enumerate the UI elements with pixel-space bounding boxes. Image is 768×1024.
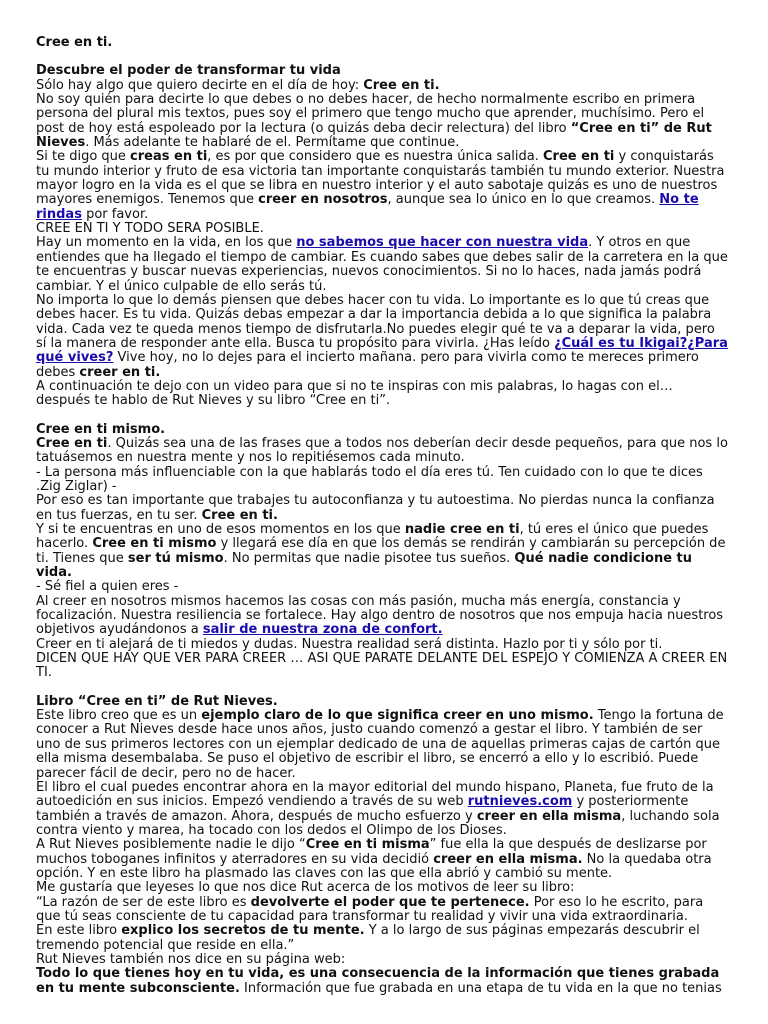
paragraph xyxy=(36,93,728,150)
text: No importa lo que lo demás piensen que debes hacer con tu vida. Lo importante es lo que tú creas que debes hacer. Es tu vida. Quizás debas empezar a dar la importancia debida a lo que significa la palabra vida. Cada vez te queda menos tiempo de disfrutarla.No puedes elegir qué te va a deparar la vida, pero sí la manera de responder ante ella. Busca tu propósito para vivirla. ¿Has leído xyxy=(36,292,715,351)
text: . Quizás sea una de las frases que a todos nos deberían decir desde pequeños, para que nos lo tatuásemos en nuestra mente y nos lo repitiésemos cada minuto. xyxy=(36,435,728,466)
bold-text: ser tú mismo xyxy=(127,550,224,566)
paragraph xyxy=(36,896,728,925)
bold-text: devolverte el poder que te pertenece. xyxy=(250,894,530,910)
link-no-te-rindas[interactable]: No te rindas xyxy=(36,192,699,222)
paragraph xyxy=(36,294,728,380)
paragraph xyxy=(36,709,728,781)
link-zona-de-confort[interactable]: salir de nuestra zona de confort. xyxy=(202,622,443,638)
bold-text: Cree en ti xyxy=(543,149,615,165)
bold-text: Qué nadie condicione tu vida. xyxy=(36,550,693,581)
link-ikigai[interactable]: ¿Cuál es tu Ikigai?¿Para qué vives? xyxy=(36,335,728,366)
paragraph xyxy=(36,236,728,293)
bold-text: Cree en ti. xyxy=(363,77,440,93)
text: Por eso es tan importante que trabajes tu autoconfianza y tu autoestima. No pierdas nunca la confianza en tus fuerzas, en tu ser. xyxy=(36,493,715,523)
bold-text: explico los secretos de tu mente. xyxy=(121,923,365,939)
text: . No permitas que nadie pisotee tus sueños. xyxy=(223,550,515,566)
text: , es por que considero que es nuestra única salida. xyxy=(207,149,543,165)
bold-text: creer en nosotros xyxy=(258,192,388,208)
link-no-sabemos[interactable]: no sabemos que hacer con nuestra vida xyxy=(296,235,589,251)
document-title: Cree en ti. xyxy=(36,35,113,50)
spacer xyxy=(36,681,728,695)
text: y llegará ese día en que los demás se rendirán y cambiarán su percepción de ti. Tienes que xyxy=(36,536,726,566)
bold-text: Cree en ti mismo xyxy=(92,536,217,552)
bold-text: creer en ella misma. xyxy=(433,851,583,867)
spacer xyxy=(36,50,728,64)
text: , aunque sea lo único en lo que creamos. xyxy=(387,192,660,208)
bold-text: ejemplo claro de lo que significa creer en uno mismo. xyxy=(201,708,594,724)
paragraph xyxy=(36,924,728,953)
spacer xyxy=(36,409,728,423)
paragraph xyxy=(36,595,728,638)
bold-text: creer en ti. xyxy=(79,364,161,380)
text: por favor. xyxy=(81,206,149,222)
paragraph xyxy=(36,437,728,466)
paragraph xyxy=(36,967,728,996)
paragraph xyxy=(36,79,728,93)
bold-text: Cree en ti misma xyxy=(305,837,430,853)
text: Hay un momento en la vida, en los que xyxy=(36,235,297,251)
text: y posteriormente también a través de amazon. Ahora, después de mucho esfuerzo y xyxy=(36,794,689,824)
text: A Rut Nieves posiblemente nadie le dijo “ xyxy=(36,837,306,853)
text: No la quedaba otra opción. Y en este libro ha plasmado las claves con las que ella abrió y cambió su mente. xyxy=(36,851,712,881)
paragraph: Me gustaría que leyeses lo que nos dice Rut acerca de los motivos de leer su libro: xyxy=(36,880,575,896)
section-heading-libro: Libro “Cree en ti” de Rut Nieves. xyxy=(36,693,278,709)
text: Este libro creo que es un xyxy=(36,708,202,724)
text: ” fue ella la que después de deslizarse por muchos toboganes infinitos y aterradores en su vida decidió xyxy=(36,837,707,867)
text: Tengo la fortuna de conocer a Rut Nieves desde hace unos años, justo cuando comenzó a gestar el libro. Y también de ser uno de sus primeros lectores con un ejemplar dedicado de una de aquellas primeras cajas de cartón que ella misma desembalaba. Se puso el objetivo de escribir el libro, se encerró a ello y lo escribió. Puede parecer fácil de decir, pero no de hacer. xyxy=(36,708,724,781)
link-rutnieves[interactable]: rutnieves.com xyxy=(467,794,573,810)
section-heading-descubre: Descubre el poder de transformar tu vida xyxy=(36,63,341,79)
text: , luchando sola contra viento y marea, ha tocado con los dedos el Olimpo de los Dioses. xyxy=(36,808,720,838)
text: Al creer en nosotros mismos hacemos las cosas con más pasión, mucha más energía, constancia y focalización. Nuestra resiliencia se fortalece. Hay algo dentro de nosotros que nos empuja hacia nuestros objetivos ayudándonos a xyxy=(36,593,724,638)
paragraph xyxy=(36,523,728,580)
text: y conquistarás tu mundo interior y fruto de esa victoria tan importante conquistarás también tu mundo exterior. Nuestra mayor logro en la vida es el que se libra en nuestro interior y el auto sabotaje quizás es uno de nuestros mayores enemigos. Tenemos que xyxy=(36,149,725,208)
paragraph: A continuación te dejo con un video para que si no te inspiras con mis palabras, lo hagas con el… después te hablo de Rut Nieves y su libro “Cree en ti”. xyxy=(36,378,673,409)
paragraph: CREE EN TI Y TODO SERA POSIBLE. xyxy=(36,221,264,237)
text: Y a lo largo de sus páginas empezarás descubrir el tremendo potencial que reside en ella.” xyxy=(36,923,700,953)
text: . Y otros en que entiendes que ha llegado el tiempo de cambiar. Es cuando sabes que debes salir de la carretera en la que te encuentras y buscar nuevas experiencias, nuevos conocimientos. Si no lo haces, nada jamás podrá cambiar. Y el único culpable de ello serás tú. xyxy=(36,235,728,294)
bold-text: Todo lo que tienes hoy en tu vida, es una consecuencia de la información que tienes grabada en tu mente subconsciente. xyxy=(36,966,720,996)
paragraph xyxy=(36,781,728,838)
text: Vive hoy, no lo dejes para el incierto mañana. pero para vivirla como te mereces primero debes xyxy=(36,350,699,380)
paragraph xyxy=(36,838,728,881)
paragraph: DICEN QUE HAY QUE VER PARA CREER … ASI QUE PARATE DELANTE DEL ESPEJO Y COMIENZA A CREER EN TI. xyxy=(36,651,728,681)
text: Sólo hay algo que quiero decirte en el día de hoy: xyxy=(36,77,364,93)
bold-text: Cree en ti xyxy=(36,435,108,451)
paragraph xyxy=(36,150,728,222)
text: Información que fue grabada en una etapa de tu vida en la que no tenias xyxy=(239,980,722,996)
text: Por eso lo he escrito, para que tú seas consciente de tu capacidad para transformar tu realidad y vivir una vida extraordinaria. xyxy=(36,894,704,924)
paragraph xyxy=(36,494,728,523)
quote: - Sé fiel a quien eres - xyxy=(36,579,179,595)
bold-text: creas en ti xyxy=(130,149,208,165)
bold-text: nadie cree en ti xyxy=(404,522,520,537)
text: No soy quién para decirte lo que debes o no debes hacer, de hecho normalmente escribo en primera persona del plural mis textos, pues soy el primero que tengo mucho que aprender, muchísimo. Pero el post de hoy está espoleado por la lectura (o quizás deba decir relectura) del libro xyxy=(36,92,705,136)
text: “La razón de ser de este libro es xyxy=(36,894,251,910)
text: Si te digo que xyxy=(36,149,131,165)
bold-text: creer en ella misma xyxy=(476,808,622,824)
text: El libro el cual puedes encontrar ahora en la mayor editorial del mundo hispano, Planeta, fue fruto de la autoedición en sus inicios. Empezó vendiendo a través de su web xyxy=(36,779,714,810)
section-heading-cree-en-ti-mismo: Cree en ti mismo. xyxy=(36,421,166,437)
quote: - La persona más influenciable con la que hablarás todo el día eres tú. Ten cuidado con lo que te dices .Zig Ziglar) - xyxy=(36,464,703,494)
bold-text: Cree en ti. xyxy=(201,507,278,523)
text: Y si te encuentras en uno de esos momentos en los que xyxy=(36,522,405,537)
paragraph: Creer en ti alejará de ti miedos y dudas. Nuestra realidad será distinta. Hazlo por ti y sólo por ti. xyxy=(36,636,663,652)
text: . Más adelante te hablaré de el. Permítame que continue. xyxy=(85,135,460,151)
paragraph: Rut Nieves también nos dice en su página web: xyxy=(36,951,346,967)
bold-text: “Cree en ti” de Rut Nieves xyxy=(36,120,712,151)
text: , tú eres el único que puedes hacerlo. xyxy=(36,522,709,552)
text: En este libro xyxy=(36,923,122,939)
